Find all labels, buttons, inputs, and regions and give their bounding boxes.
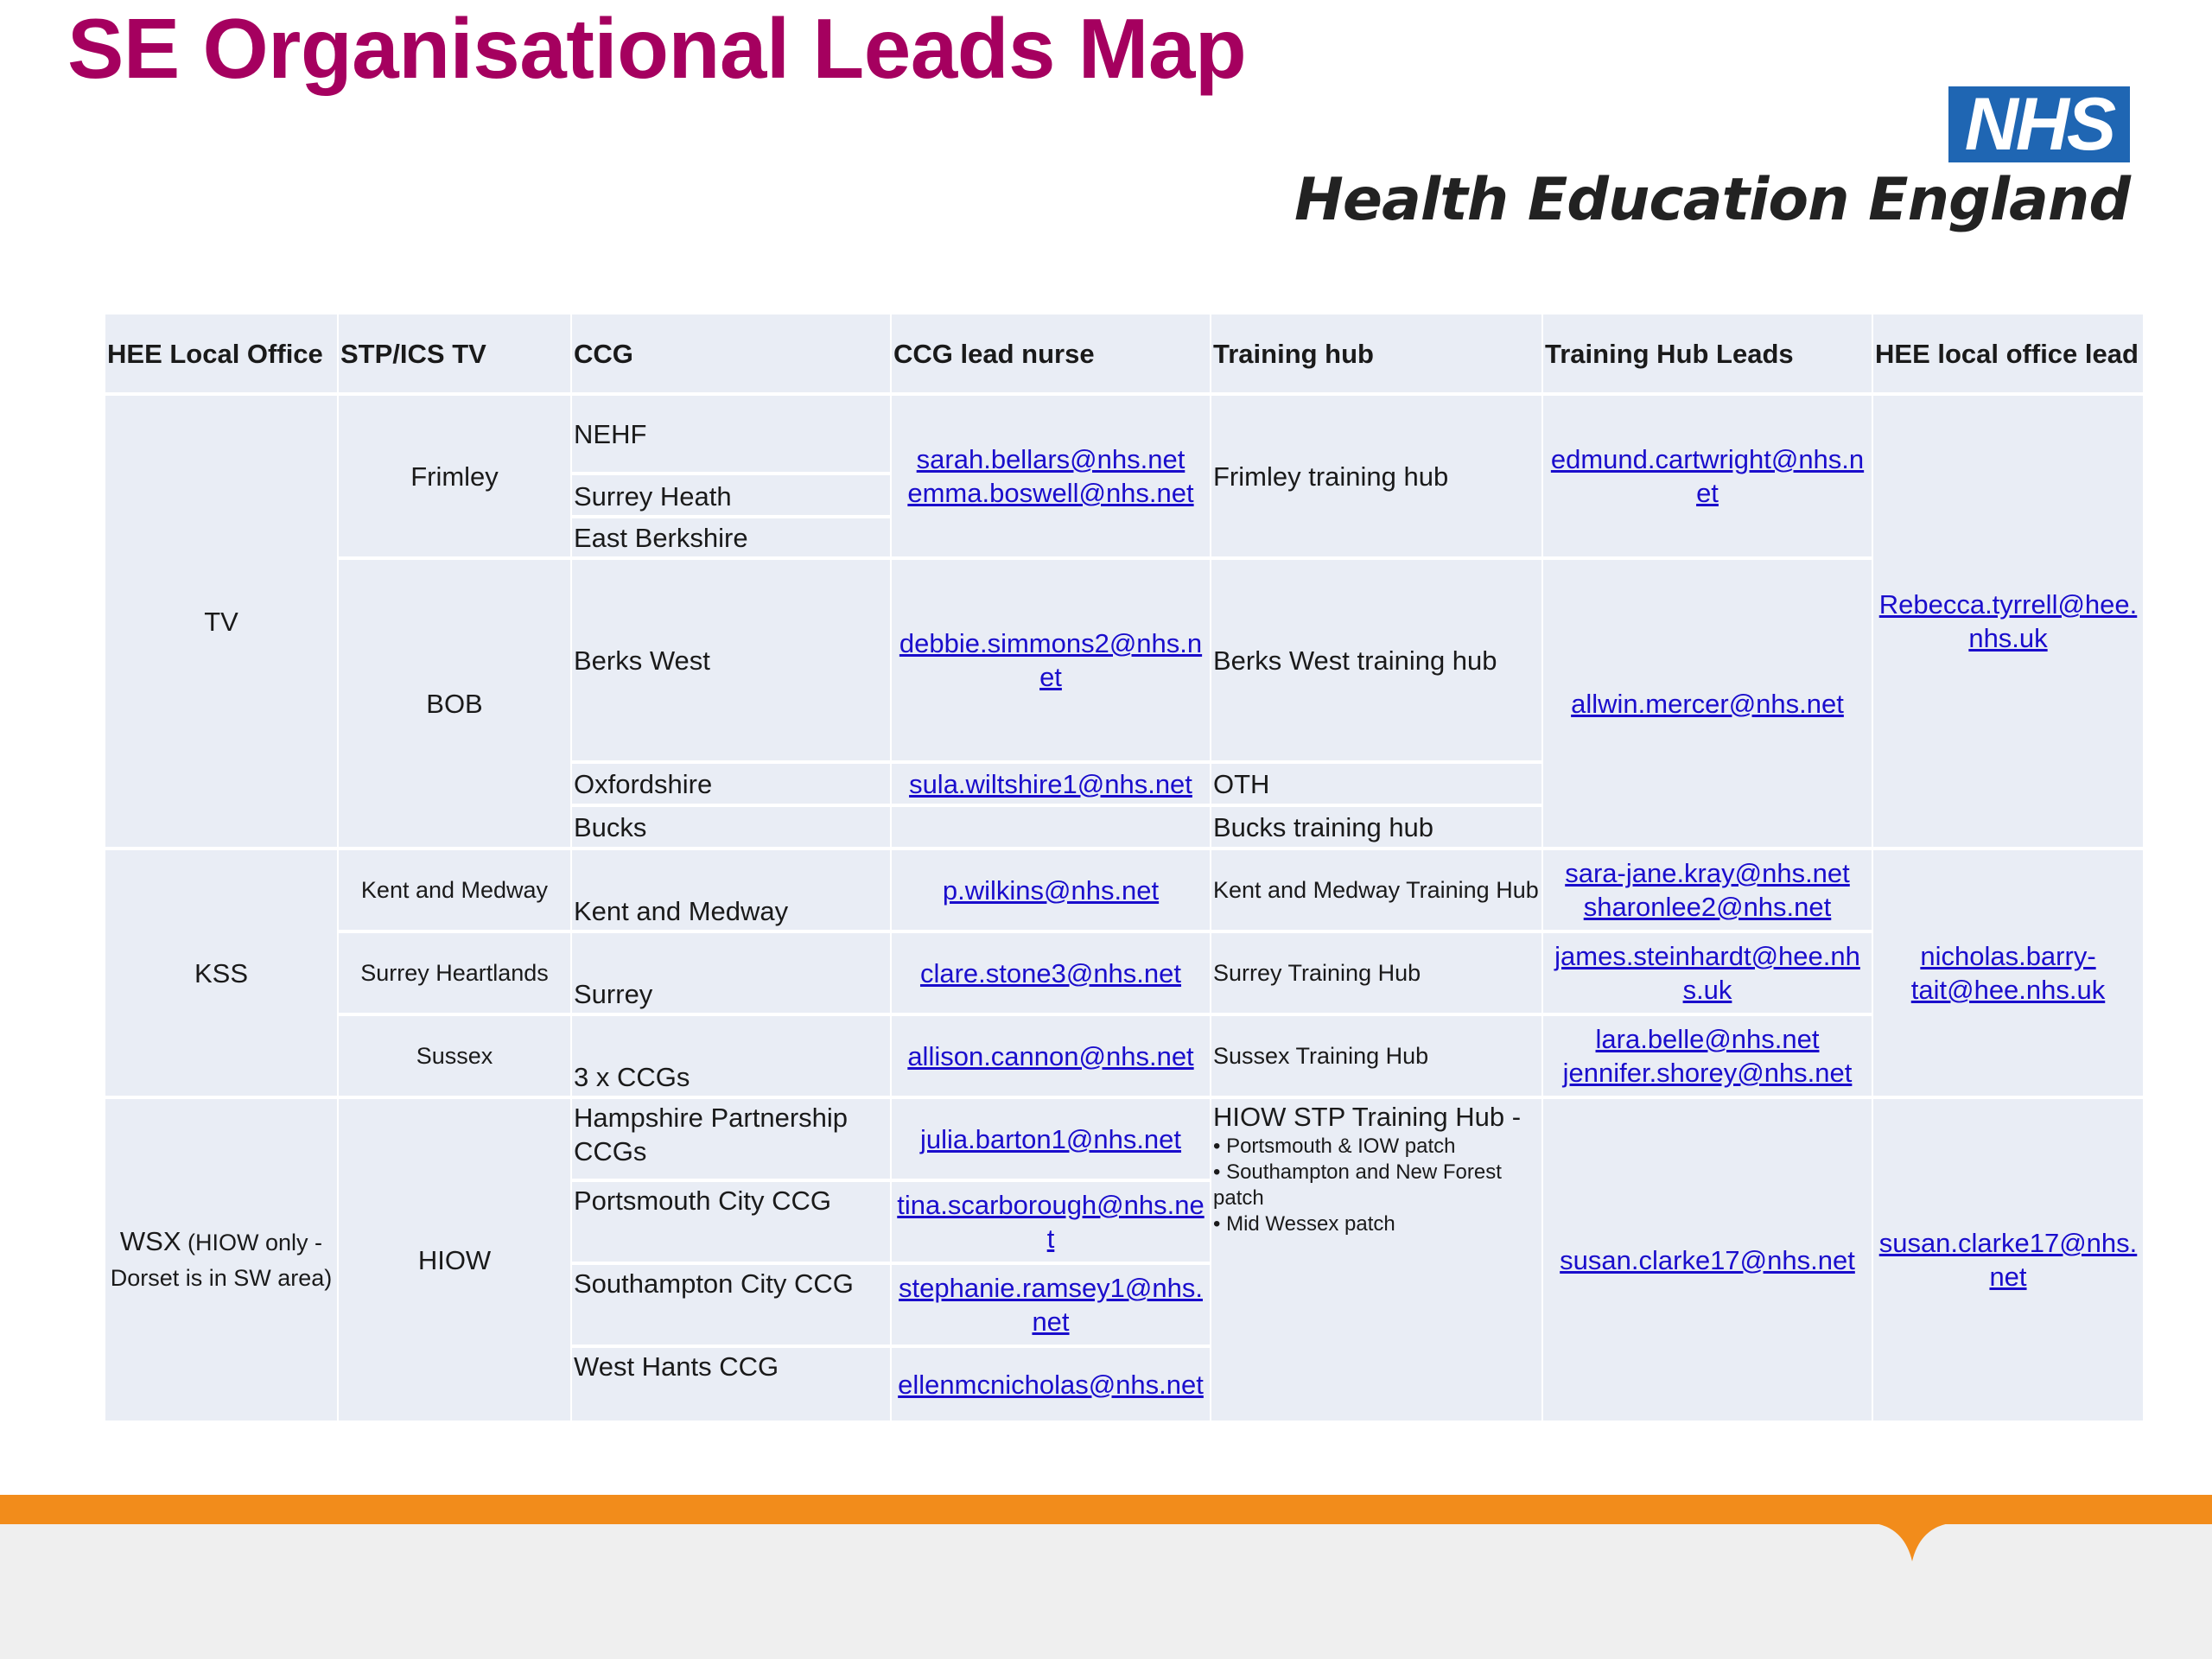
header-hee-local-office: HEE Local Office (105, 315, 337, 392)
ccg-surrey: Surrey (572, 933, 890, 1013)
stp-kent-medway: Kent and Medway (339, 850, 570, 930)
hub-hiow (1211, 1099, 1541, 1421)
leads-table (105, 315, 2143, 1421)
hub-lead-sussex-cell (1543, 1016, 1872, 1096)
hub-kent-medway: Kent and Medway Training Hub (1211, 850, 1541, 930)
hub-hiow-patch: • Mid Wessex patch (1213, 1212, 1395, 1236)
stp-frimley: Frimley (339, 396, 570, 556)
ccg-sussex: 3 x CCGs (572, 1016, 890, 1096)
hub-lead-hiow-cell (1543, 1099, 1872, 1421)
nurse-sussex-cell (892, 1016, 1210, 1096)
footer-notch-icon (1875, 1523, 1949, 1568)
ccg-berks-west: Berks West (572, 560, 890, 760)
header-ccg-lead-nurse: CCG lead nurse (892, 315, 1210, 392)
office-wsx-note: (HIOW only - Dorset is in SW area) (110, 1230, 333, 1291)
office-lead-kss-cell (1873, 850, 2143, 1096)
hub-hiow-patch: • Portsmouth & IOW patch (1213, 1135, 1456, 1158)
email-link[interactable]: edmund.cartwright@nhs.net (1550, 444, 1865, 508)
nurse-bucks-cell (892, 807, 1210, 847)
office-tv: TV (105, 396, 337, 847)
stp-hiow: HIOW (339, 1099, 570, 1421)
ccg-portsmouth: Portsmouth City CCG (572, 1182, 890, 1262)
office-lead-wsx-cell (1873, 1099, 2143, 1421)
stp-surrey-heartlands: Surrey Heartlands (339, 933, 570, 1013)
ccg-southampton: Southampton City CCG (572, 1265, 890, 1344)
email-link[interactable]: james.steinhardt@hee.nhs.uk (1554, 941, 1860, 1005)
nhs-badge: NHS (1948, 86, 2130, 162)
email-link[interactable]: jennifer.shorey@nhs.net (1562, 1058, 1853, 1088)
nurse-kent-cell (892, 850, 1210, 930)
stp-sussex: Sussex (339, 1016, 570, 1096)
office-kss: KSS (105, 850, 337, 1096)
page-title: SE Organisational Leads Map (67, 1, 1247, 96)
header-hee-local-office-lead: HEE local office lead (1873, 315, 2143, 392)
header-training-hub-leads: Training Hub Leads (1543, 315, 1872, 392)
email-link[interactable]: susan.clarke17@nhs.net (1878, 1228, 2138, 1292)
hub-berks-west: Berks West training hub (1211, 560, 1541, 760)
footer-orange-bar (0, 1495, 2212, 1524)
ccg-west-hants: West Hants CCG (572, 1348, 890, 1421)
nurse-portsmouth-cell (892, 1182, 1210, 1262)
nurse-hampshire-cell (892, 1099, 1210, 1179)
ccg-oxfordshire: Oxfordshire (572, 764, 890, 804)
email-link[interactable]: clare.stone3@nhs.net (919, 957, 1182, 988)
email-link[interactable]: susan.clarke17@nhs.net (1560, 1244, 1855, 1275)
email-link[interactable]: nicholas.barry-tait@hee.nhs.uk (1910, 941, 2106, 1005)
ccg-bucks: Bucks (572, 807, 890, 847)
header-ccg: CCG (572, 315, 890, 392)
nurse-surrey-cell (892, 933, 1210, 1013)
email-link[interactable]: Rebecca.tyrrell@hee.nhs.uk (1878, 589, 2138, 653)
email-link[interactable]: sarah.bellars@nhs.net (916, 444, 1185, 474)
hub-lead-frimley-cell (1543, 396, 1872, 556)
header-stp-ics: STP/ICS TV (339, 315, 570, 392)
ccg-hampshire: Hampshire Partnership CCGs (572, 1099, 890, 1179)
stp-bob: BOB (339, 560, 570, 847)
nurse-oxfordshire-cell (892, 764, 1210, 804)
office-lead-tv-cell (1873, 396, 2143, 847)
office-wsx (105, 1099, 337, 1421)
email-link[interactable]: allwin.mercer@nhs.net (1571, 688, 1844, 719)
email-link[interactable]: emma.boswell@nhs.net (907, 478, 1194, 508)
email-link[interactable]: ellenmcnicholas@nhs.net (898, 1369, 1204, 1400)
office-wsx-code: WSX (119, 1226, 181, 1256)
email-link[interactable]: tina.scarborough@nhs.net (897, 1190, 1205, 1254)
email-link[interactable]: sharonlee2@nhs.net (1583, 892, 1832, 922)
nurse-frimley-cell (892, 396, 1210, 556)
email-link[interactable]: julia.barton1@nhs.net (919, 1123, 1182, 1154)
hub-lead-surrey-cell (1543, 933, 1872, 1013)
email-link[interactable]: stephanie.ramsey1@nhs.net (899, 1273, 1203, 1337)
email-link[interactable]: debbie.simmons2@nhs.net (899, 628, 1203, 692)
hub-lead-kent-cell (1543, 850, 1872, 930)
ccg-kent-medway: Kent and Medway (572, 850, 890, 930)
email-link[interactable]: lara.belle@nhs.net (1595, 1024, 1820, 1054)
email-link[interactable]: allison.cannon@nhs.net (907, 1040, 1194, 1071)
email-link[interactable]: sula.wiltshire1@nhs.net (909, 768, 1192, 799)
ccg-nehf: NEHF (572, 396, 890, 472)
organisation-name: Health Education England (1294, 166, 2130, 234)
hub-bucks: Bucks training hub (1211, 807, 1541, 847)
hub-oth: OTH (1211, 764, 1541, 804)
email-link[interactable]: sara-jane.kray@nhs.net (1565, 858, 1850, 888)
hub-frimley: Frimley training hub (1211, 396, 1541, 556)
nhs-hee-logo (1294, 83, 2130, 242)
hub-sussex: Sussex Training Hub (1211, 1016, 1541, 1096)
hub-lead-bob-cell (1543, 560, 1872, 847)
hub-hiow-title: HIOW STP Training Hub - (1213, 1102, 1522, 1132)
nurse-west-hants-cell (892, 1348, 1210, 1421)
nurse-berks-west-cell (892, 560, 1210, 760)
email-link[interactable]: p.wilkins@nhs.net (942, 874, 1160, 906)
hub-hiow-patch: • Southampton and New Forest patch (1213, 1160, 1502, 1210)
header-training-hub: Training hub (1211, 315, 1541, 392)
ccg-surrey-heath: Surrey Heath (572, 475, 890, 515)
nurse-southampton-cell (892, 1265, 1210, 1344)
hub-surrey: Surrey Training Hub (1211, 933, 1541, 1013)
ccg-east-berkshire: East Berkshire (572, 518, 890, 556)
